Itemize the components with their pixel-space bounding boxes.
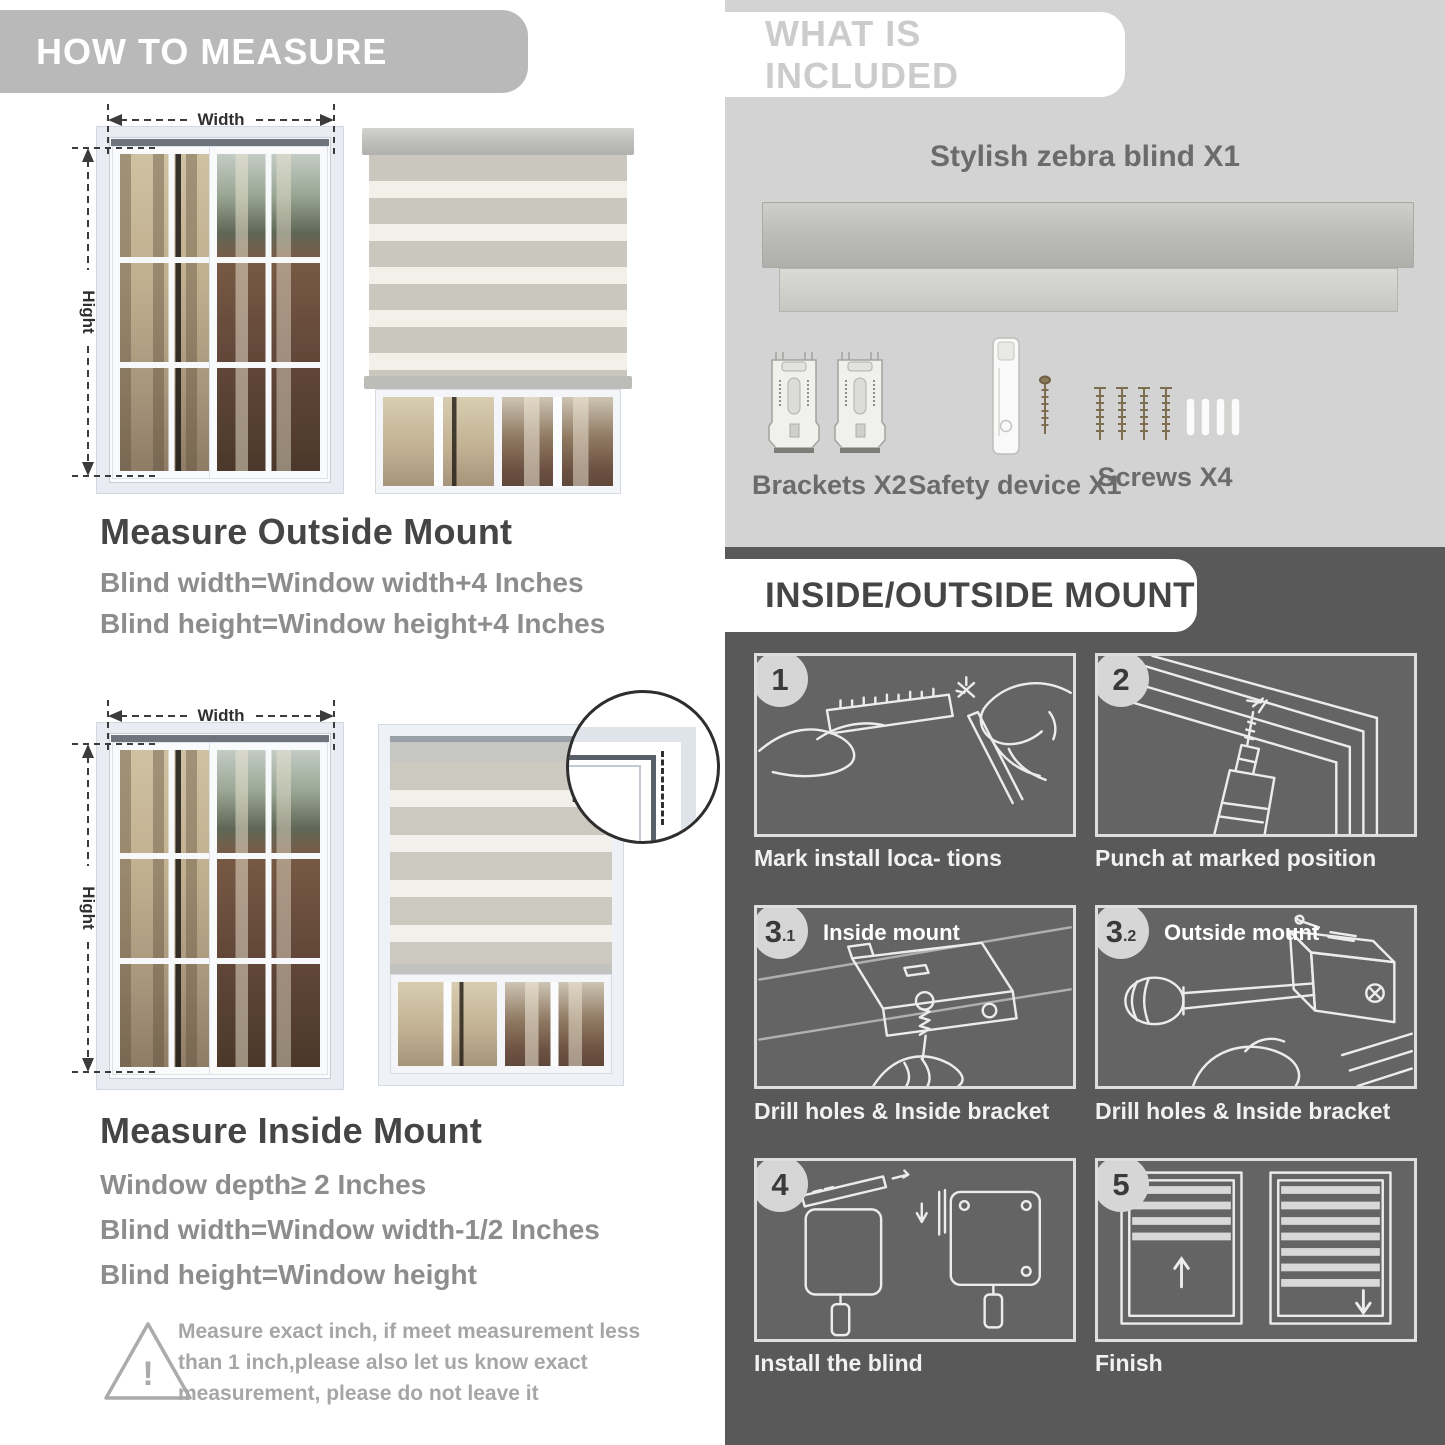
measure-note-text: Measure exact inch, if meet measurement less than 1 inch,please also let us know exact measurement, please do not leave it — [178, 1320, 641, 1405]
width-label-inside: Width — [197, 706, 245, 725]
bracket-icon — [752, 346, 902, 462]
step-caption-2: Punch at marked position — [1095, 845, 1377, 871]
screws-label: Screws X4 — [1097, 462, 1233, 492]
step-title-inside-mount: Inside mount — [823, 920, 960, 945]
step-panel-2 — [1095, 653, 1417, 837]
inside-mount-heading: Measure Inside Mount — [100, 1110, 483, 1151]
step-badge: 2 — [1095, 653, 1149, 707]
how-to-measure-banner — [0, 10, 528, 93]
inside-spec-width: Blind width=Window width-1/2 Inches — [100, 1214, 600, 1245]
warning-exclamation: ! — [142, 1355, 154, 1393]
step-panel-4 — [754, 1158, 1076, 1342]
inside-outside-mount-title: INSIDE/OUTSIDE MOUNT — [765, 575, 1196, 615]
measure-arrows-inside — [60, 694, 360, 1094]
inside-spec-depth: Window depth≥ 2 Inches — [100, 1169, 427, 1200]
blind-fabric — [369, 155, 627, 376]
what-is-included-banner — [725, 12, 1125, 97]
step-badge: 3 .1 — [754, 905, 808, 959]
inside-outside-mount-banner — [725, 559, 1197, 632]
step-panel-3-1 — [754, 905, 1076, 1089]
blind-roll-graphic — [779, 268, 1398, 312]
what-is-included-title: WHAT IS INCLUDED — [765, 12, 959, 96]
width-label-outside: Width — [197, 110, 245, 129]
blind-bottom-rail — [364, 376, 632, 389]
blind-headrail — [362, 128, 634, 155]
step-caption-3-2: Drill holes & Inside bracket — [1095, 1098, 1391, 1124]
step-caption-3-1: Drill holes & Inside bracket — [754, 1098, 1050, 1124]
screw-icon — [1080, 382, 1250, 452]
height-label-inside: Hight — [79, 886, 98, 930]
step-caption-5: Finish — [1095, 1350, 1163, 1376]
depth-magnifier-icon — [566, 690, 720, 844]
outside-spec-height: Blind height=Window height+4 Inches — [100, 608, 606, 639]
outside-spec-width: Blind width=Window width+4 Inches — [100, 567, 584, 598]
how-to-measure-title: HOW TO MEASURE — [36, 30, 388, 72]
inside-spec-height: Blind height=Window height — [100, 1259, 477, 1290]
measure-arrows-outside — [60, 98, 360, 498]
included-item-brackets — [752, 346, 907, 506]
window-below-blind — [375, 389, 621, 494]
safety-device-label: Safety device X1 — [908, 470, 1122, 500]
window-below-blind — [390, 974, 612, 1074]
brackets-label: Brackets X2 — [752, 470, 907, 500]
step-title-outside-mount: Outside mount — [1164, 920, 1320, 945]
step-badge: 1 — [754, 653, 808, 707]
step-caption-1: Mark install loca- tions — [754, 845, 1002, 871]
step-badge: 3 .2 — [1095, 905, 1149, 959]
step-badge: 4 — [754, 1158, 808, 1212]
included-item-screws — [1080, 382, 1250, 506]
step-panel-1 — [754, 653, 1076, 837]
step-panel-3-2 — [1095, 905, 1417, 1089]
product-name: Stylish zebra blind X1 — [929, 140, 1241, 173]
step-badge: 5 — [1095, 1158, 1149, 1212]
step-panel-5 — [1095, 1158, 1417, 1342]
step-caption-4: Install the blind — [754, 1350, 923, 1376]
zebra-blind-outside-mount — [362, 126, 634, 494]
outside-mount-heading: Measure Outside Mount — [100, 511, 513, 552]
height-label-outside: Hight — [79, 290, 98, 334]
blind-headrail-graphic — [762, 202, 1414, 268]
blind-bottom-rail — [390, 964, 612, 974]
